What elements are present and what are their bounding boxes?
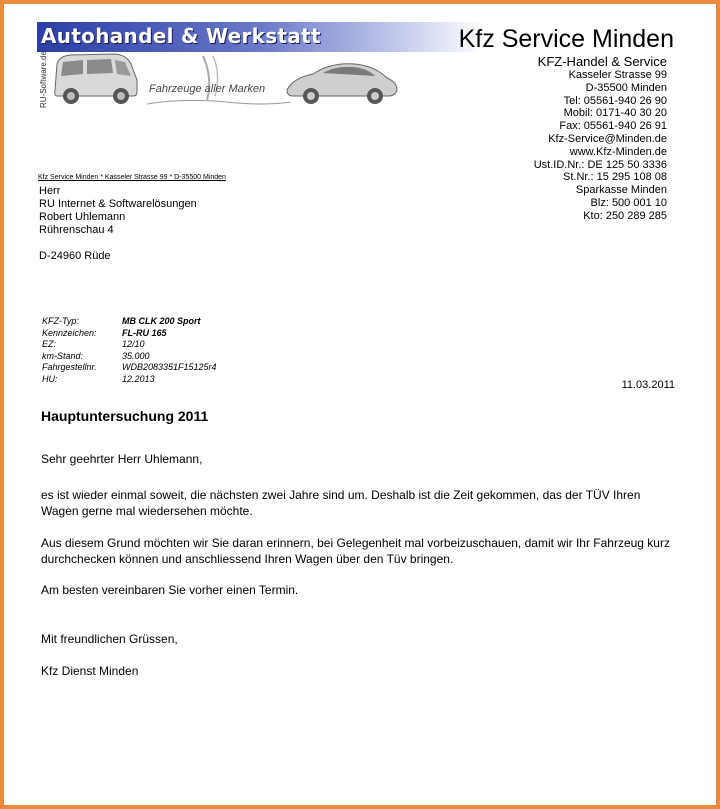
- vehicle-value: WDB2083351F15125r4: [122, 362, 217, 373]
- recipient-name: Robert Uhlemann: [39, 211, 126, 223]
- company-title: Kfz Service Minden: [458, 25, 674, 53]
- vehicle-info-table: [42, 316, 217, 386]
- sender-line: Kasseler Strasse 99: [568, 69, 667, 81]
- letter-closing: Mit freundlichen Grüssen,: [41, 632, 178, 646]
- tagline: Fahrzeuge aller Marken: [149, 83, 266, 95]
- sender-line: KFZ-Handel & Service: [537, 54, 667, 69]
- sender-line: Kfz-Service@Minden.de: [548, 132, 667, 145]
- vehicle-value: MB CLK 200 Sport: [122, 316, 201, 326]
- vehicle-label: HU:: [42, 373, 58, 384]
- letter-signature: Kfz Dienst Minden: [41, 664, 139, 678]
- vehicle-label: KFZ-Typ:: [42, 316, 79, 326]
- letter-paragraph: Aus diesem Grund möchten wir Sie daran erinnern, bei Gelegenheit mal vorbeizuschauen, damit wir Ihr Fahrzeug kurz durchchecken können und anschliessend Ihren Wagen über den Tüv bringen.: [41, 536, 670, 566]
- letter-subject: Hauptuntersuchung 2011: [41, 408, 209, 424]
- recipient-salutation: Herr: [39, 185, 61, 197]
- sender-address-block: [534, 55, 667, 223]
- vehicle-value: 12/10: [122, 339, 145, 350]
- sender-line: Fax: 05561-940 26 91: [559, 120, 667, 133]
- vehicle-value: 35.000: [122, 350, 150, 361]
- sender-line: D-35500 Minden: [585, 81, 667, 94]
- sender-line: Blz: 500 001 10: [590, 196, 667, 209]
- brand-title: Autohandel & Werkstatt: [41, 24, 321, 48]
- vehicle-row: [42, 339, 217, 351]
- recipient-street: Rührenschau 4: [39, 224, 114, 236]
- sender-line: Ust.ID.Nr.: DE 125 50 3336: [533, 158, 667, 171]
- sender-line: www.Kfz-Minden.de: [569, 145, 667, 158]
- letter-date: 11.03.2011: [621, 379, 675, 391]
- recipient-company: RU Internet & Softwarelösungen: [39, 198, 197, 210]
- letter-greeting: Sehr geehrter Herr Uhlemann,: [41, 452, 203, 466]
- vehicle-value: 12.2013: [122, 373, 155, 384]
- return-address-line: Kfz Service Minden * Kasseler Strasse 99 * D-35500 Minden: [38, 174, 226, 181]
- recipient-city: D-24960 Rüde: [39, 250, 111, 262]
- vehicle-label: km-Stand:: [42, 350, 84, 361]
- sender-line: Kto: 250 289 285: [583, 209, 667, 222]
- sender-line: Tel: 05561-940 26 90: [563, 94, 667, 107]
- vehicle-label: Fahrgestellnr.: [42, 362, 97, 373]
- van-image: [49, 50, 141, 108]
- sender-line: St.Nr.: 15 295 108 08: [563, 171, 667, 184]
- sender-line: Mobil: 0171-40 30 20: [563, 107, 667, 120]
- sender-line: Sparkasse Minden: [575, 184, 667, 197]
- sports-car-image: [283, 56, 401, 108]
- vehicle-label: EZ:: [42, 339, 57, 350]
- vehicle-row: [42, 316, 217, 328]
- vehicle-row: [42, 374, 217, 386]
- vertical-url-text: RU-Software.de: [39, 51, 48, 108]
- letter-paragraph: es ist wieder einmal soweit, die nächsten zwei Jahre sind um. Deshalb ist die Zeit gekommen, das der TÜV Ihren Wagen gerne mal wiedersehen möchte.: [41, 488, 641, 518]
- vehicle-row: [42, 328, 217, 340]
- vehicle-label: Kennzeichen:: [42, 327, 97, 338]
- vehicle-row: [42, 351, 217, 363]
- letter-paragraph: Am besten vereinbaren Sie vorher einen Termin.: [41, 583, 299, 597]
- vehicle-row: [42, 362, 217, 374]
- recipient-address: [39, 185, 197, 263]
- vehicle-value: FL-RU 165: [122, 327, 167, 338]
- swoosh-graphic: [143, 52, 293, 110]
